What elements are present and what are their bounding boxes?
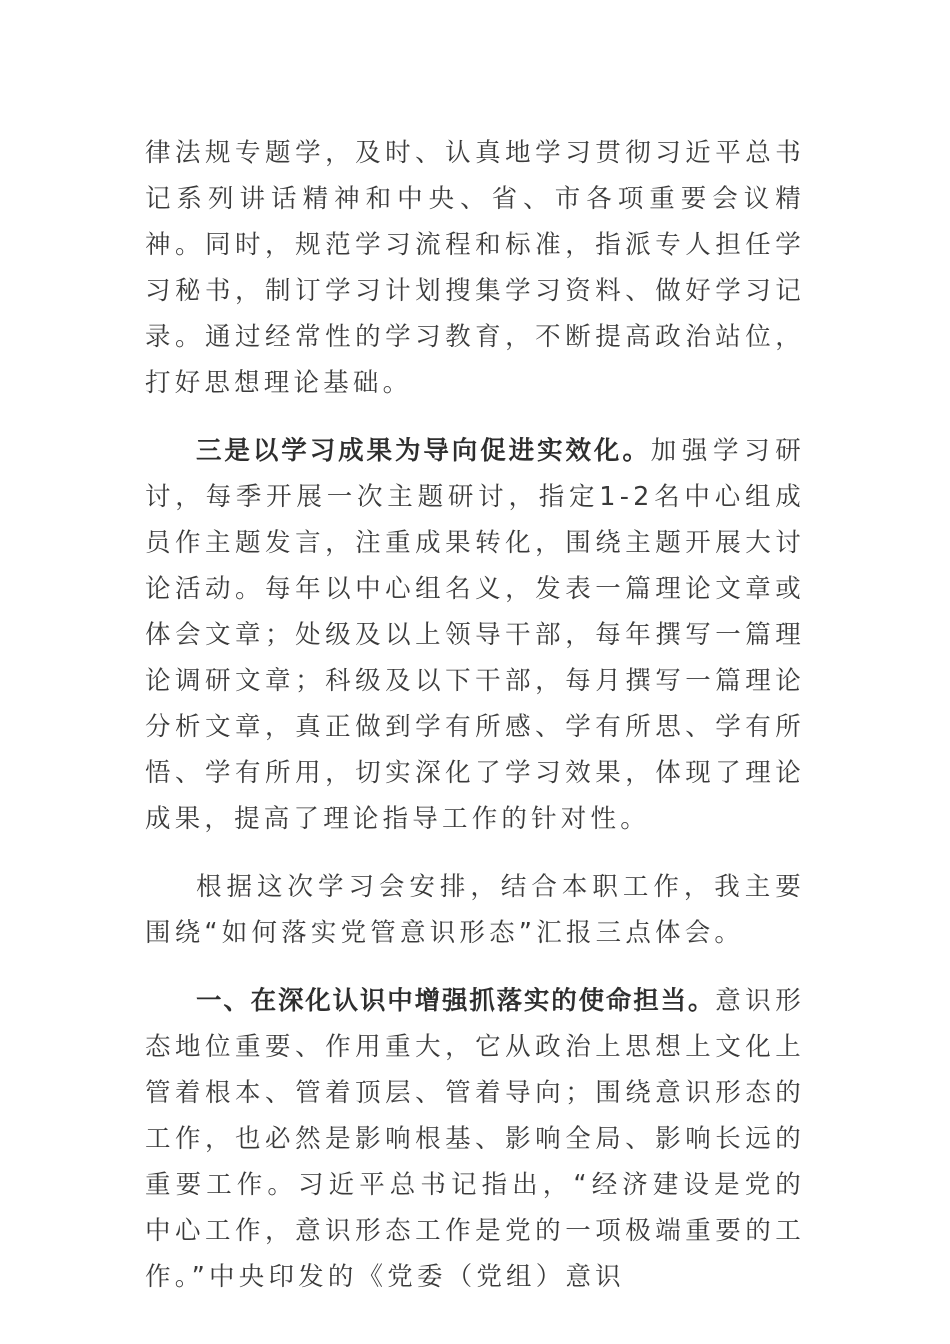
- paragraph-report-intro: [145, 864, 805, 956]
- paragraph-body: 根据这次学习会安排，结合本职工作，我主要围绕“如何落实党管意识形态”汇报三点体会。: [145, 872, 805, 948]
- paragraph-body: 律法规专题学，及时、认真地学习贯彻习近平总书记系列讲话精神和中央、省、市各项重要会议精神。同时，规范学习流程和标准，指派专人担任学习秘书，制订学习计划搜集学习资料、做好学习记录。通过经常性的学习教育，不断提高政治站位，打好思想理论基础。: [145, 138, 805, 398]
- document-page: [145, 130, 805, 1322]
- paragraph-body: 意识形态地位重要、作用重大，它从政治上思想上文化上管着根本、管着顶层、管着导向；围绕意识形态的工作，也必然是影响根基、影响全局、影响长远的重要工作。习近平总书记指出，“经济建设是党的中心工作，意识形态工作是党的一项极端重要的工作。”中央印发的《党委（党组）意识: [145, 986, 805, 1292]
- paragraph-body: 加强学习研讨，每季开展一次主题研讨，指定1-2名中心组成员作主题发言，注重成果转化，围绕主题开展大讨论活动。每年以中心组名义，发表一篇理论文章或体会文章；处级及以上领导干部，每年撰写一篇理论调研文章；科级及以下干部，每月撰写一篇理论分析文章，真正做到学有所感、学有所思、学有所悟、学有所用，切实深化了学习效果，体现了理论成果，提高了理论指导工作的针对性。: [145, 436, 805, 834]
- section-heading: 一、在深化认识中增强抓落实的使命担当。: [196, 986, 716, 1016]
- paragraph-heading: 三是以学习成果为导向促进实效化。: [196, 436, 651, 466]
- paragraph-section-one: [145, 978, 805, 1300]
- paragraph-study-continuation: [145, 130, 805, 406]
- paragraph-achievement-orientation: [145, 428, 805, 842]
